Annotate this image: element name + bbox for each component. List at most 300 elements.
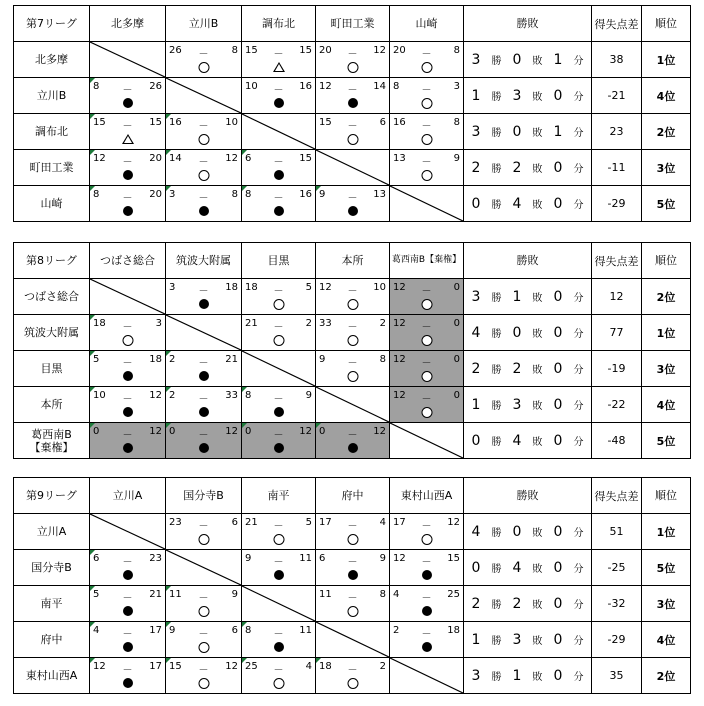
match-result-cell	[316, 586, 390, 622]
diagonal-line	[166, 78, 241, 113]
diagonal-line	[390, 658, 463, 693]
score-dash: －	[347, 322, 358, 333]
score-dash: －	[347, 557, 358, 568]
match-result-cell	[316, 514, 390, 550]
record-unit: 勝	[491, 635, 502, 647]
score-line	[393, 625, 460, 640]
win-circle-icon	[421, 170, 432, 181]
score-dash: －	[421, 629, 432, 640]
match-result-cell	[166, 186, 242, 222]
opponent-score: 9	[453, 153, 460, 164]
team-row	[14, 514, 691, 550]
rank-value: 4位	[642, 622, 691, 658]
record-cell	[464, 315, 592, 351]
opponent-score: 23	[149, 553, 162, 564]
opponent-score: 14	[373, 81, 386, 92]
own-score: 2	[169, 354, 176, 365]
record-unit: 分	[573, 400, 584, 412]
record-count: 4	[512, 559, 522, 576]
point-difference: -25	[592, 550, 642, 586]
own-score: 12	[93, 153, 106, 164]
match-result-cell	[166, 423, 242, 459]
match-result-cell	[390, 150, 464, 186]
league-block	[13, 477, 690, 694]
record-line	[464, 433, 591, 449]
opponent-score: 3	[155, 318, 162, 329]
win-circle-icon	[198, 170, 209, 181]
record-count: 1	[553, 123, 563, 140]
opponent-score: 8	[379, 354, 386, 365]
win-circle-icon	[122, 335, 133, 346]
rank-header: 順位	[642, 478, 691, 514]
opponent-score: 33	[225, 390, 238, 401]
score-dash: －	[198, 49, 209, 60]
match-result-cell	[166, 514, 242, 550]
loss-dot-icon	[199, 407, 209, 417]
match-result-cell	[390, 315, 464, 351]
own-score: 18	[93, 318, 106, 329]
record-count: 0	[553, 432, 563, 449]
record-header: 勝敗	[464, 6, 592, 42]
record-count: 2	[471, 360, 481, 377]
row-team-name: つばさ総合	[14, 279, 90, 315]
record-count: 3	[512, 87, 522, 104]
win-circle-icon	[198, 606, 209, 617]
score-dash: －	[347, 665, 358, 676]
opponent-score: 12	[225, 661, 238, 672]
column-team-name: 国分寺B	[166, 478, 242, 514]
win-circle-icon	[273, 678, 284, 689]
opponent-score: 2	[379, 661, 386, 672]
score-line	[319, 45, 386, 60]
point-difference: -21	[592, 78, 642, 114]
loss-dot-icon	[199, 206, 209, 216]
record-unit: 勝	[491, 292, 502, 304]
diagonal-line	[90, 514, 165, 549]
opponent-score: 15	[149, 117, 162, 128]
score-dash: －	[421, 394, 432, 405]
score-line	[93, 426, 162, 441]
record-cell	[464, 279, 592, 315]
own-score: 6	[319, 553, 326, 564]
score-dash: －	[347, 121, 358, 132]
opponent-score: 8	[231, 189, 238, 200]
loss-dot-icon	[123, 170, 133, 180]
diagonal-cell	[166, 550, 242, 586]
score-dash: －	[122, 157, 133, 168]
score-line	[319, 589, 386, 604]
own-score: 12	[393, 390, 406, 401]
score-dash: －	[273, 322, 284, 333]
team-row	[14, 315, 691, 351]
own-score: 8	[93, 189, 100, 200]
record-count: 0	[512, 51, 522, 68]
opponent-score: 20	[149, 189, 162, 200]
score-line	[93, 390, 162, 405]
match-result-cell	[90, 351, 166, 387]
record-cell	[464, 514, 592, 550]
point-difference: 38	[592, 42, 642, 78]
score-line	[169, 390, 238, 405]
diagonal-cell	[166, 78, 242, 114]
record-unit: 勝	[491, 127, 502, 139]
opponent-score: 12	[225, 426, 238, 437]
opponent-score: 26	[149, 81, 162, 92]
opponent-score: 4	[379, 517, 386, 528]
record-unit: 敗	[532, 400, 543, 412]
own-score: 12	[319, 81, 332, 92]
rank-value: 2位	[642, 114, 691, 150]
record-count: 3	[512, 631, 522, 648]
win-circle-icon	[273, 299, 284, 310]
score-line	[319, 189, 386, 204]
loss-dot-icon	[274, 98, 284, 108]
league-table	[13, 242, 691, 459]
score-line	[393, 117, 460, 132]
score-line	[393, 318, 460, 333]
match-result-cell	[166, 42, 242, 78]
score-line	[393, 81, 460, 96]
score-line	[319, 553, 386, 568]
match-result-cell	[242, 622, 316, 658]
record-unit: 分	[573, 328, 584, 340]
point-difference: 12	[592, 279, 642, 315]
record-line	[464, 361, 591, 377]
row-team-name: 目黒	[14, 351, 90, 387]
win-circle-icon	[421, 134, 432, 145]
match-result-cell	[242, 315, 316, 351]
column-team-name: 府中	[316, 478, 390, 514]
record-header: 勝敗	[464, 243, 592, 279]
score-line	[169, 589, 238, 604]
rank-value: 5位	[642, 186, 691, 222]
record-cell	[464, 387, 592, 423]
opponent-score: 4	[305, 661, 312, 672]
own-score: 8	[93, 81, 100, 92]
score-dash: －	[421, 157, 432, 168]
opponent-score: 6	[231, 517, 238, 528]
record-header: 勝敗	[464, 478, 592, 514]
opponent-score: 9	[231, 589, 238, 600]
match-result-cell	[316, 658, 390, 694]
point-difference: -11	[592, 150, 642, 186]
match-result-cell	[390, 514, 464, 550]
record-count: 0	[471, 432, 481, 449]
opponent-score: 18	[225, 282, 238, 293]
own-score: 12	[393, 354, 406, 365]
opponent-score: 25	[447, 589, 460, 600]
own-score: 4	[393, 589, 400, 600]
score-dash: －	[273, 665, 284, 676]
record-count: 0	[553, 523, 563, 540]
record-count: 3	[471, 667, 481, 684]
score-dash: －	[122, 665, 133, 676]
opponent-score: 12	[149, 426, 162, 437]
score-dash: －	[198, 286, 209, 297]
loss-dot-icon	[274, 642, 284, 652]
own-score: 15	[245, 45, 258, 56]
score-line	[245, 282, 312, 297]
score-dash: －	[198, 521, 209, 532]
record-count: 2	[512, 159, 522, 176]
loss-dot-icon	[348, 443, 358, 453]
diagonal-line	[90, 279, 165, 314]
draw-triangle-icon	[122, 134, 134, 144]
header-row	[14, 6, 691, 42]
record-count: 0	[553, 667, 563, 684]
score-line	[393, 390, 460, 405]
loss-dot-icon	[123, 371, 133, 381]
score-line	[393, 553, 460, 568]
opponent-score: 13	[373, 189, 386, 200]
opponent-score: 11	[299, 625, 312, 636]
own-score: 11	[169, 589, 182, 600]
score-line	[93, 189, 162, 204]
record-count: 0	[512, 123, 522, 140]
record-cell	[464, 586, 592, 622]
rank-value: 2位	[642, 658, 691, 694]
record-count: 4	[471, 523, 481, 540]
team-row	[14, 150, 691, 186]
own-score: 4	[93, 625, 100, 636]
score-dash: －	[421, 593, 432, 604]
rank-header: 順位	[642, 243, 691, 279]
rank-value: 1位	[642, 315, 691, 351]
win-circle-icon	[347, 371, 358, 382]
loss-dot-icon	[199, 443, 209, 453]
match-result-cell	[90, 315, 166, 351]
score-line	[393, 45, 460, 60]
match-result-cell	[166, 658, 242, 694]
record-count: 4	[471, 324, 481, 341]
diagonal-cell	[316, 622, 390, 658]
score-line	[393, 589, 460, 604]
record-cell	[464, 423, 592, 459]
opponent-score: 12	[373, 45, 386, 56]
record-cell	[464, 114, 592, 150]
diagonal-line	[242, 114, 315, 149]
score-dash: －	[347, 193, 358, 204]
own-score: 15	[93, 117, 106, 128]
diff-header: 得失点差	[592, 243, 642, 279]
opponent-score: 12	[373, 426, 386, 437]
record-count: 1	[471, 87, 481, 104]
loss-dot-icon	[422, 642, 432, 652]
score-line	[319, 81, 386, 96]
win-circle-icon	[421, 98, 432, 109]
record-count: 2	[512, 360, 522, 377]
match-result-cell	[242, 658, 316, 694]
loss-dot-icon	[123, 570, 133, 580]
record-line	[464, 596, 591, 612]
record-count: 0	[553, 195, 563, 212]
match-result-cell	[90, 622, 166, 658]
opponent-score: 15	[447, 553, 460, 564]
record-line	[464, 325, 591, 341]
own-score: 12	[319, 282, 332, 293]
score-line	[245, 661, 312, 676]
record-unit: 分	[573, 292, 584, 304]
record-unit: 敗	[532, 635, 543, 647]
record-count: 0	[553, 288, 563, 305]
opponent-score: 20	[149, 153, 162, 164]
opponent-score: 6	[379, 117, 386, 128]
own-score: 14	[169, 153, 182, 164]
score-dash: －	[198, 430, 209, 441]
own-score: 0	[169, 426, 176, 437]
column-team-name: 山崎	[390, 6, 464, 42]
record-count: 0	[553, 159, 563, 176]
win-circle-icon	[347, 335, 358, 346]
score-dash: －	[273, 286, 284, 297]
match-result-cell	[166, 114, 242, 150]
header-row	[14, 243, 691, 279]
record-unit: 分	[573, 527, 584, 539]
win-circle-icon	[347, 534, 358, 545]
score-line	[319, 661, 386, 676]
win-circle-icon	[347, 134, 358, 145]
record-unit: 分	[573, 599, 584, 611]
own-score: 0	[93, 426, 100, 437]
score-line	[319, 517, 386, 532]
record-unit: 敗	[532, 292, 543, 304]
loss-dot-icon	[123, 606, 133, 616]
score-line	[245, 517, 312, 532]
record-unit: 勝	[491, 328, 502, 340]
record-unit: 分	[573, 163, 584, 175]
opponent-score: 0	[453, 282, 460, 293]
match-result-cell	[166, 279, 242, 315]
score-line	[169, 661, 238, 676]
own-score: 15	[319, 117, 332, 128]
diagonal-line	[390, 423, 463, 458]
score-dash: －	[421, 322, 432, 333]
diagonal-line	[316, 622, 389, 657]
record-count: 1	[471, 631, 481, 648]
rank-header: 順位	[642, 6, 691, 42]
score-dash: －	[122, 593, 133, 604]
opponent-score: 12	[299, 426, 312, 437]
score-line	[245, 390, 312, 405]
team-row	[14, 423, 691, 459]
own-score: 16	[393, 117, 406, 128]
loss-dot-icon	[123, 98, 133, 108]
score-line	[169, 282, 238, 297]
own-score: 3	[169, 282, 176, 293]
score-line	[169, 354, 238, 369]
own-score: 2	[393, 625, 400, 636]
record-count: 0	[471, 559, 481, 576]
diagonal-cell	[90, 279, 166, 315]
score-line	[93, 117, 162, 132]
score-line	[169, 45, 238, 60]
record-unit: 勝	[491, 563, 502, 575]
league-title: 第8リーグ	[14, 243, 90, 279]
record-unit: 敗	[532, 671, 543, 683]
rank-value: 3位	[642, 351, 691, 387]
record-unit: 勝	[491, 671, 502, 683]
match-result-cell	[316, 114, 390, 150]
match-result-cell	[390, 78, 464, 114]
record-unit: 勝	[491, 55, 502, 67]
score-dash: －	[421, 121, 432, 132]
score-dash: －	[347, 286, 358, 297]
opponent-score: 15	[299, 153, 312, 164]
row-team-name: 立川A	[14, 514, 90, 550]
record-unit: 分	[573, 199, 584, 211]
score-line	[393, 517, 460, 532]
team-row	[14, 186, 691, 222]
match-result-cell	[390, 114, 464, 150]
record-count: 0	[512, 324, 522, 341]
win-circle-icon	[421, 371, 432, 382]
win-circle-icon	[421, 335, 432, 346]
point-difference: -22	[592, 387, 642, 423]
column-team-name: 筑波大附属	[166, 243, 242, 279]
record-unit: 勝	[491, 599, 502, 611]
record-unit: 敗	[532, 563, 543, 575]
score-dash: －	[421, 521, 432, 532]
opponent-score: 18	[149, 354, 162, 365]
row-team-name: 調布北	[14, 114, 90, 150]
match-result-cell	[390, 42, 464, 78]
opponent-score: 9	[379, 553, 386, 564]
score-dash: －	[421, 358, 432, 369]
score-dash: －	[122, 121, 133, 132]
diff-header: 得失点差	[592, 478, 642, 514]
win-circle-icon	[273, 335, 284, 346]
score-line	[245, 45, 312, 60]
record-unit: 勝	[491, 91, 502, 103]
score-dash: －	[122, 358, 133, 369]
match-result-cell	[90, 114, 166, 150]
diff-header: 得失点差	[592, 6, 642, 42]
own-score: 26	[169, 45, 182, 56]
score-line	[393, 354, 460, 369]
match-result-cell	[390, 586, 464, 622]
opponent-score: 0	[453, 390, 460, 401]
opponent-score: 5	[305, 282, 312, 293]
diagonal-cell	[166, 315, 242, 351]
record-count: 0	[471, 195, 481, 212]
draw-triangle-icon	[273, 62, 285, 72]
column-team-name: 町田工業	[316, 6, 390, 42]
team-row	[14, 114, 691, 150]
opponent-score: 10	[225, 117, 238, 128]
score-dash: －	[122, 322, 133, 333]
own-score: 20	[319, 45, 332, 56]
score-line	[245, 153, 312, 168]
score-line	[319, 426, 386, 441]
record-cell	[464, 150, 592, 186]
diagonal-cell	[316, 150, 390, 186]
rank-value: 1位	[642, 514, 691, 550]
match-result-cell	[90, 423, 166, 459]
record-cell	[464, 78, 592, 114]
record-unit: 敗	[532, 328, 543, 340]
score-dash: －	[347, 430, 358, 441]
score-line	[245, 625, 312, 640]
own-score: 6	[245, 153, 252, 164]
match-result-cell	[242, 42, 316, 78]
win-circle-icon	[421, 62, 432, 73]
win-circle-icon	[421, 407, 432, 418]
rank-value: 3位	[642, 586, 691, 622]
score-dash: －	[198, 629, 209, 640]
score-line	[393, 282, 460, 297]
team-row	[14, 78, 691, 114]
rank-value: 5位	[642, 550, 691, 586]
